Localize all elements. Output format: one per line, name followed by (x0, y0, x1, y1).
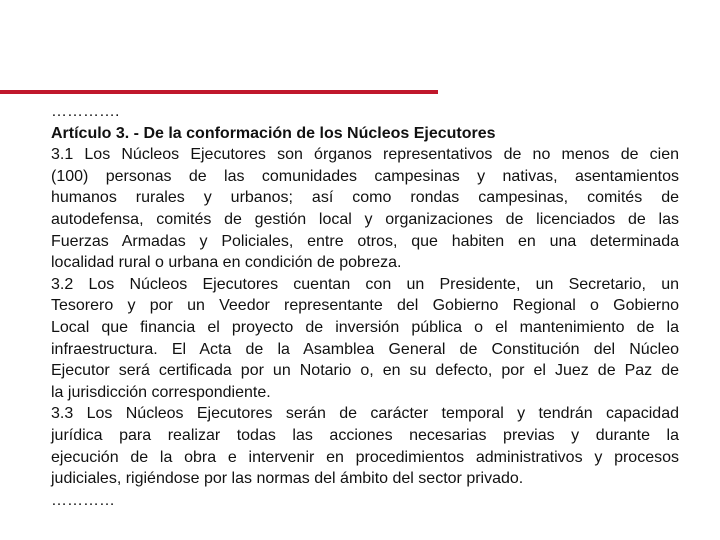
ellipsis-top: …………. (51, 103, 120, 120)
red-divider-rule (0, 90, 438, 94)
paragraph-line: 3.2 Los Núcleos Ejecutores cuentan con un Presidente, un Secretario, un (51, 275, 679, 293)
paragraph-line: judiciales, rigiéndose por las normas del ámbito del sector privado. (51, 470, 524, 488)
paragraph-line: Local que financia el proyecto de inversión pública o el mantenimiento de la (51, 318, 679, 336)
article-heading: Artículo 3. - De la conformación de los Núcleos Ejecutores (51, 124, 496, 142)
paragraph-line: Tesorero y por un Veedor representante del Gobierno Regional o Gobierno (51, 297, 679, 315)
paragraph-line: (100) personas de las comunidades campesinas y nativas, asentamientos (51, 167, 679, 185)
paragraph-line: ejecución de la obra e intervenir en procedimientos administrativos y procesos (51, 448, 679, 466)
paragraph-line: infraestructura. El Acta de la Asamblea General de Constitución del Núcleo (51, 340, 679, 358)
paragraph-line: la jurisdicción correspondiente. (51, 383, 271, 401)
ellipsis-bottom: ………… (51, 491, 115, 509)
paragraph-line: humanos rurales y urbanos; así como rondas campesinas, comités de (51, 189, 679, 207)
paragraph-line: localidad rural o urbana en condición de pobreza. (51, 254, 402, 272)
paragraph-line: 3.1 Los Núcleos Ejecutores son órganos representativos de no menos de cien (51, 146, 679, 164)
paragraph-line: jurídica para realizar todas las acciones necesarias previas y durante la (51, 426, 679, 444)
paragraph-line: Ejecutor será certificada por un Notario o, en su defecto, por el Juez de Paz de (51, 362, 679, 380)
paragraph-line: 3.3 Los Núcleos Ejecutores serán de carácter temporal y tendrán capacidad (51, 405, 679, 423)
paragraph-line: autodefensa, comités de gestión local y organizaciones de licenciados de las (51, 210, 679, 228)
document-body (51, 101, 679, 511)
paragraph-line: Fuerzas Armadas y Policiales, entre otros, que habiten en una determinada (51, 232, 679, 250)
